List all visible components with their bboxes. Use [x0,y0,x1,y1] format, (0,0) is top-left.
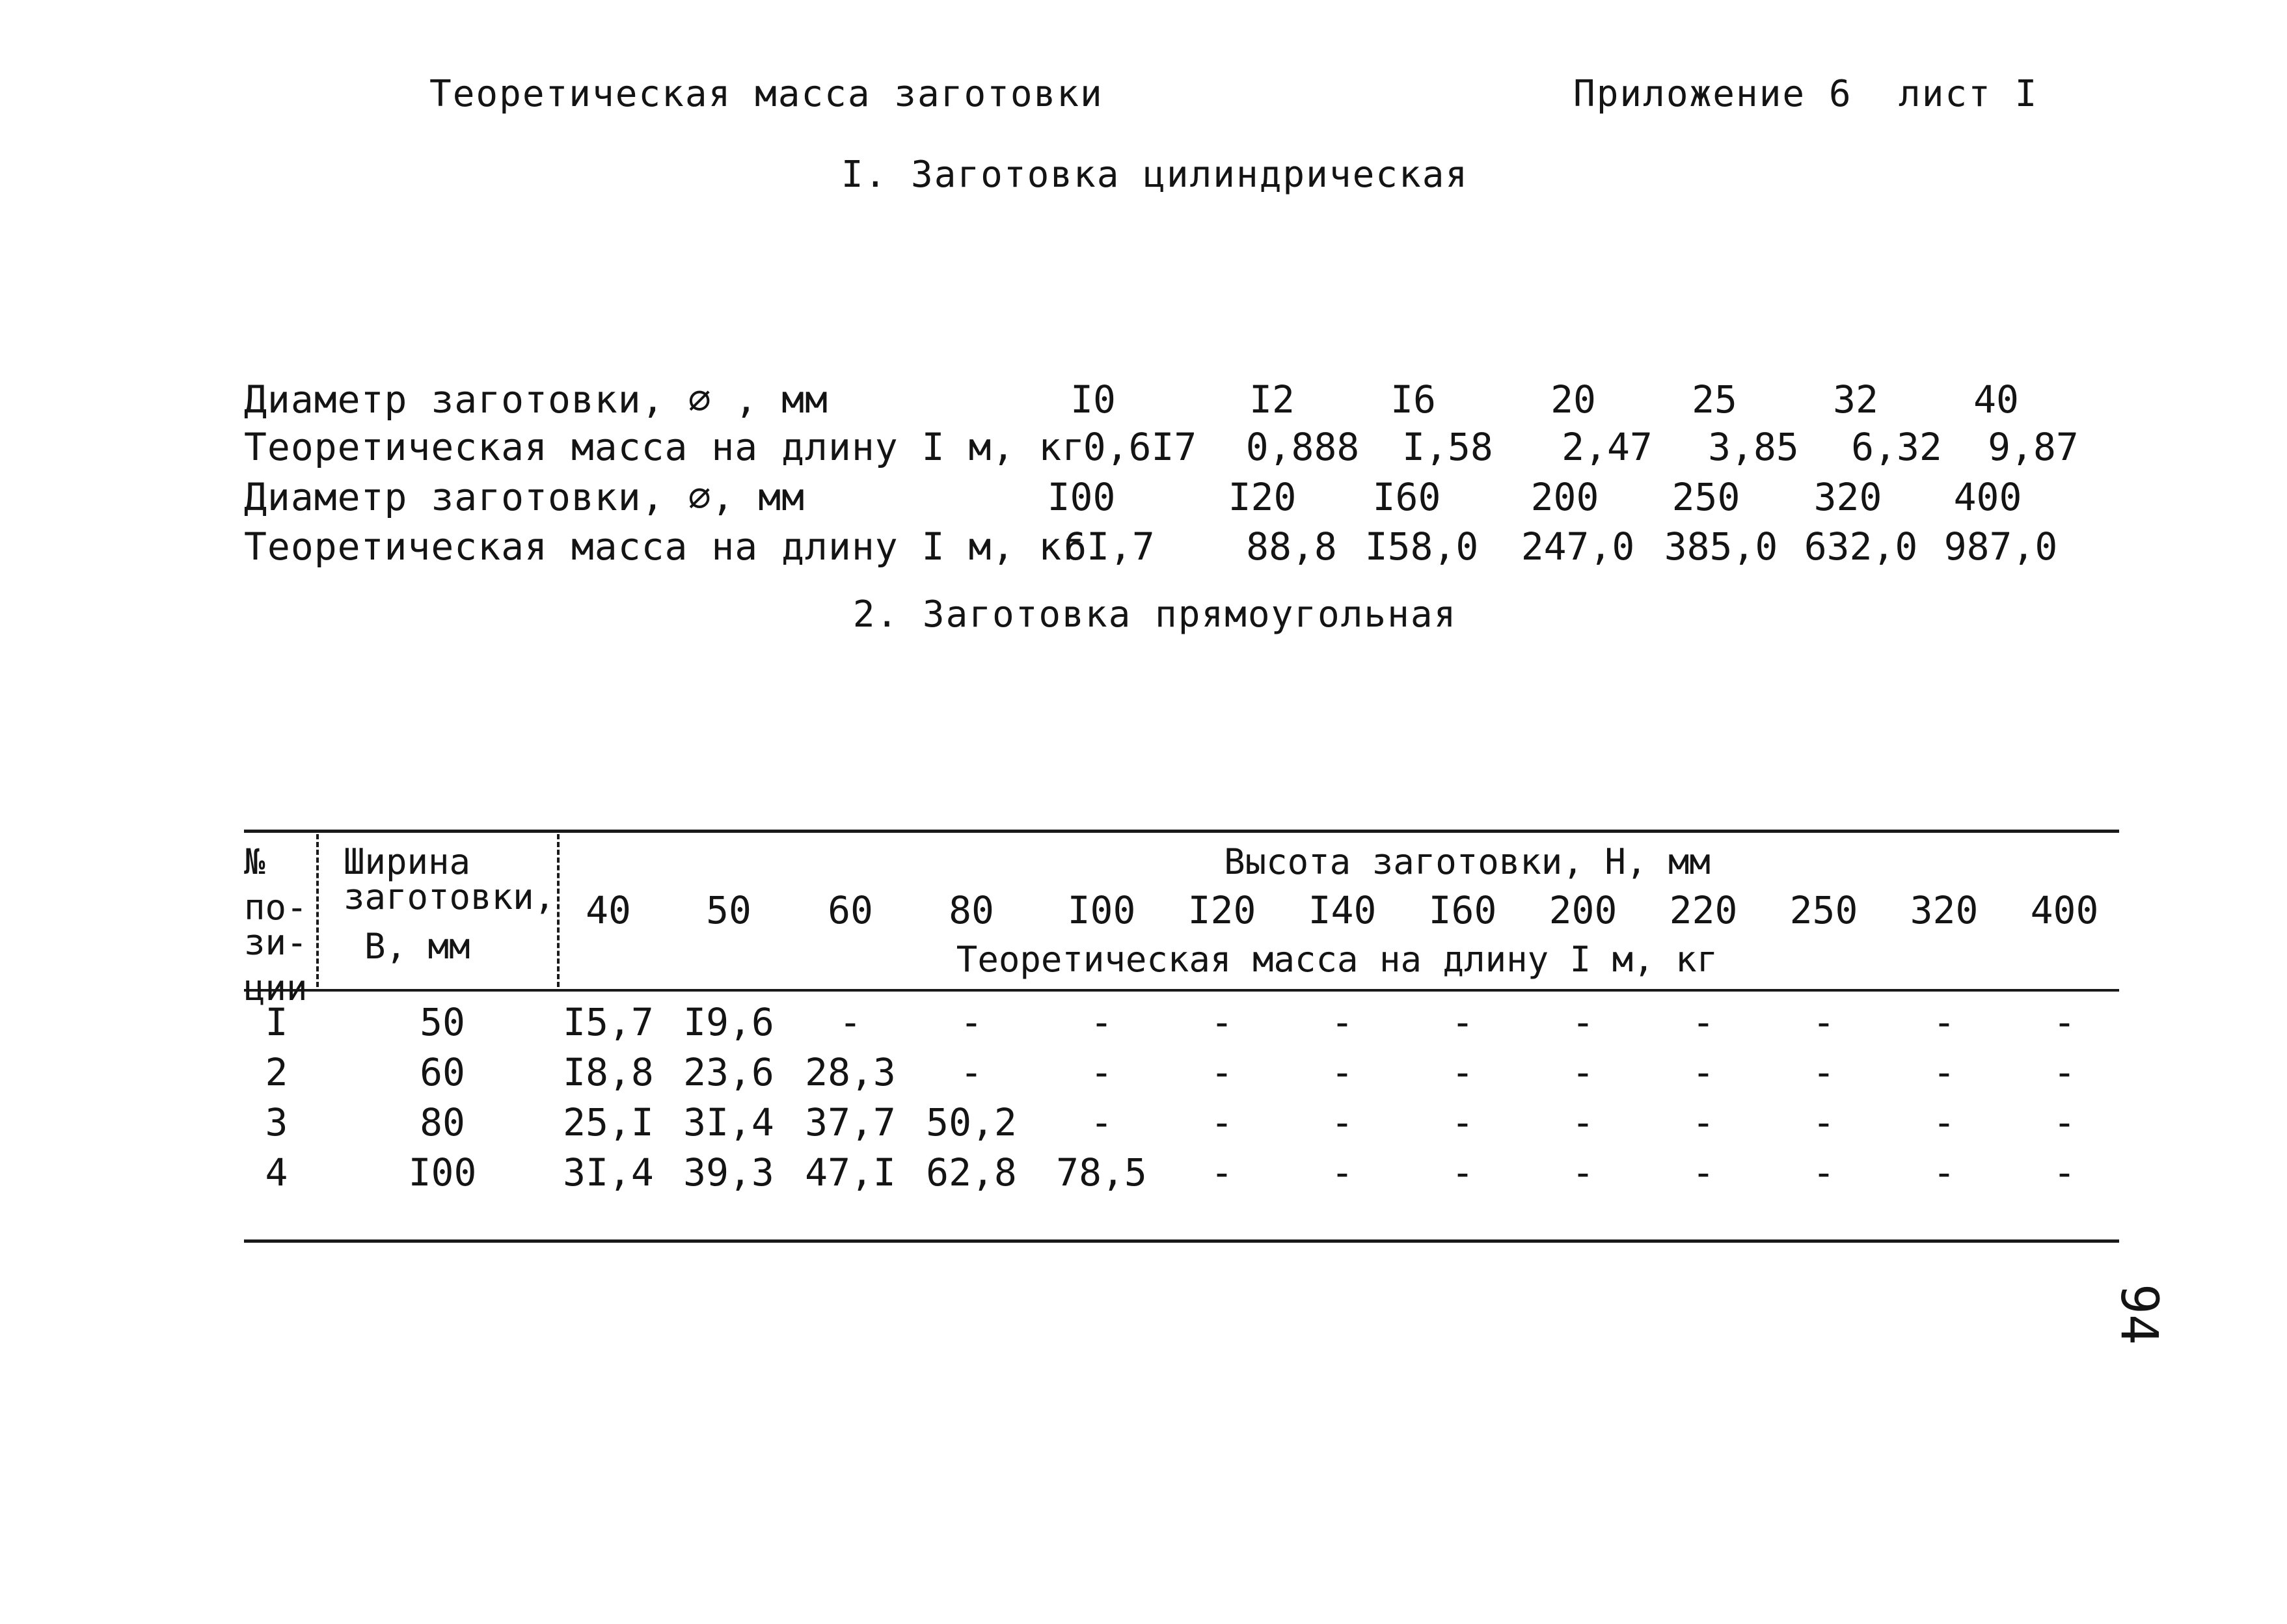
round-cell: I00 [1047,475,1116,519]
mass-cell: - [2053,1100,2076,1144]
height-column-header: 220 [1669,888,1738,932]
section-1-title: I. Заготовка цилиндрическая [841,154,1469,196]
height-column-header: I20 [1187,888,1256,932]
mass-cell: - [1932,1050,1956,1094]
page-number: 94 [2109,1284,2168,1345]
section-2-title: 2. Заготовка прямоугольная [852,593,1457,636]
mass-cell: 47,I [805,1150,896,1195]
height-column-header: I40 [1308,888,1377,932]
mass-cell: - [2053,1050,2076,1094]
mass-cell: - [2053,1150,2076,1195]
height-column-header: I60 [1428,888,1497,932]
table-header-rule [244,989,2119,992]
mass-cell: 3I,4 [683,1100,774,1144]
round-cell: 2,47 [1562,425,1653,469]
round-cell: I6 [1390,377,1436,422]
round-cell: 385,0 [1664,524,1778,569]
mass-cell: I9,6 [683,1000,774,1044]
table-bottom-rule [244,1239,2119,1243]
mass-cell: - [1932,1150,1956,1195]
round-cell: 88,8 [1246,524,1337,569]
round-row-label: Диаметр заготовки, ∅, мм [244,475,805,519]
mass-cell: 39,3 [683,1150,774,1195]
position-header: № по- [244,841,308,928]
mass-cell: - [1210,1050,1234,1094]
width-cell: 50 [420,1000,465,1044]
round-cell: 632,0 [1804,524,1918,569]
round-cell: I2 [1249,377,1295,422]
mass-cell: 28,3 [805,1050,896,1094]
mass-cell: - [1932,1000,1956,1044]
mass-cell: - [1571,1100,1595,1144]
mass-cell: - [1571,1000,1595,1044]
height-column-header: 60 [828,888,873,932]
width-cell: 80 [420,1100,465,1144]
mass-cell: 23,6 [683,1050,774,1094]
sheet-label: лист I [1899,73,2038,115]
mass-cell: - [1451,1050,1474,1094]
mass-cell: - [960,1000,983,1044]
height-column-header: 320 [1910,888,1979,932]
height-group-header: Высота заготовки, Н, мм [1224,841,1711,882]
width-header-line-2: заготовки, [344,876,556,917]
mass-cell: - [1210,1150,1234,1195]
mass-cell: - [1692,1000,1715,1044]
mass-cell: - [1812,1000,1835,1044]
round-cell: 0,6I7 [1083,425,1197,469]
round-cell: I60 [1372,475,1441,519]
mass-cell: - [1812,1100,1835,1144]
height-column-header: 250 [1789,888,1858,932]
mass-cell: - [960,1050,983,1094]
mass-cell: I5,7 [563,1000,654,1044]
position-cell: 4 [265,1150,288,1195]
mass-cell: - [2053,1000,2076,1044]
position-cell: 2 [265,1050,288,1094]
mass-cell: - [1692,1150,1715,1195]
round-cell: I58,0 [1364,524,1479,569]
height-column-header: 400 [2030,888,2099,932]
width-cell: I00 [408,1150,477,1195]
mass-cell: - [1331,1150,1354,1195]
round-cell: 6I,7 [1064,524,1155,569]
mass-cell: - [1331,1050,1354,1094]
mass-cell: - [1090,1100,1113,1144]
round-cell: 9,87 [1988,425,2079,469]
round-row-label: Теоретическая масса на длину I м, кг [244,524,1086,569]
mass-cell: - [1571,1150,1595,1195]
round-cell: 0,888 [1245,425,1360,469]
round-cell: 320 [1813,475,1882,519]
mass-cell: - [1692,1100,1715,1144]
mass-cell: 25,I [563,1100,654,1144]
mass-cell: - [1451,1000,1474,1044]
round-cell: 200 [1530,475,1599,519]
mass-cell: 50,2 [926,1100,1017,1144]
width-header-line-1: Ширина [344,841,471,882]
height-column-header: 80 [949,888,994,932]
mass-group-header: Теоретическая масса на длину I м, кг [956,939,1718,980]
mass-cell: 62,8 [926,1150,1017,1195]
height-column-header: I00 [1067,888,1136,932]
round-cell: 20 [1550,377,1596,422]
mass-cell: - [1932,1100,1956,1144]
round-cell: I0 [1070,377,1116,422]
width-cell: 60 [420,1050,465,1094]
appendix-label: Приложение 6 [1573,73,1852,115]
mass-cell: - [1090,1050,1113,1094]
round-cell: 40 [1973,377,2019,422]
mass-cell: - [1812,1050,1835,1094]
column-divider [316,834,319,987]
mass-cell: - [1692,1050,1715,1094]
position-cell: 3 [265,1100,288,1144]
height-column-header: 50 [706,888,751,932]
document-title: Теоретическая масса заготовки [429,73,1103,115]
mass-cell: - [1331,1000,1354,1044]
mass-cell: - [839,1000,862,1044]
round-cell: 247,0 [1521,524,1635,569]
mass-cell: - [1571,1050,1595,1094]
mass-cell: - [1210,1000,1234,1044]
mass-cell: - [1331,1100,1354,1144]
round-cell: 250 [1671,475,1740,519]
height-column-header: 200 [1549,888,1617,932]
width-header-line-3: В, мм [364,926,470,967]
mass-cell: I8,8 [563,1050,654,1094]
round-row-label: Теоретическая масса на длину I м, кг [244,425,1086,469]
round-cell: I20 [1228,475,1297,519]
mass-cell: - [1210,1100,1234,1144]
mass-cell: - [1451,1150,1474,1195]
mass-cell: - [1451,1100,1474,1144]
round-cell: I,58 [1402,425,1493,469]
round-row-label: Диаметр заготовки, ∅ , мм [244,377,828,422]
height-column-header: 40 [586,888,631,932]
round-cell: 400 [1953,475,2022,519]
mass-cell: 78,5 [1056,1150,1147,1195]
position-header-cont: зи- ции [244,922,308,1008]
mass-cell: - [1090,1000,1113,1044]
round-cell: 32 [1833,377,1878,422]
position-cell: I [265,1000,288,1044]
round-cell: 25 [1692,377,1737,422]
mass-cell: 37,7 [805,1100,896,1144]
mass-cell: 3I,4 [563,1150,654,1195]
round-cell: 987,0 [1943,524,2058,569]
table-top-rule [244,830,2119,833]
round-cell: 3,85 [1708,425,1799,469]
mass-cell: - [1812,1150,1835,1195]
round-cell: 6,32 [1851,425,1942,469]
